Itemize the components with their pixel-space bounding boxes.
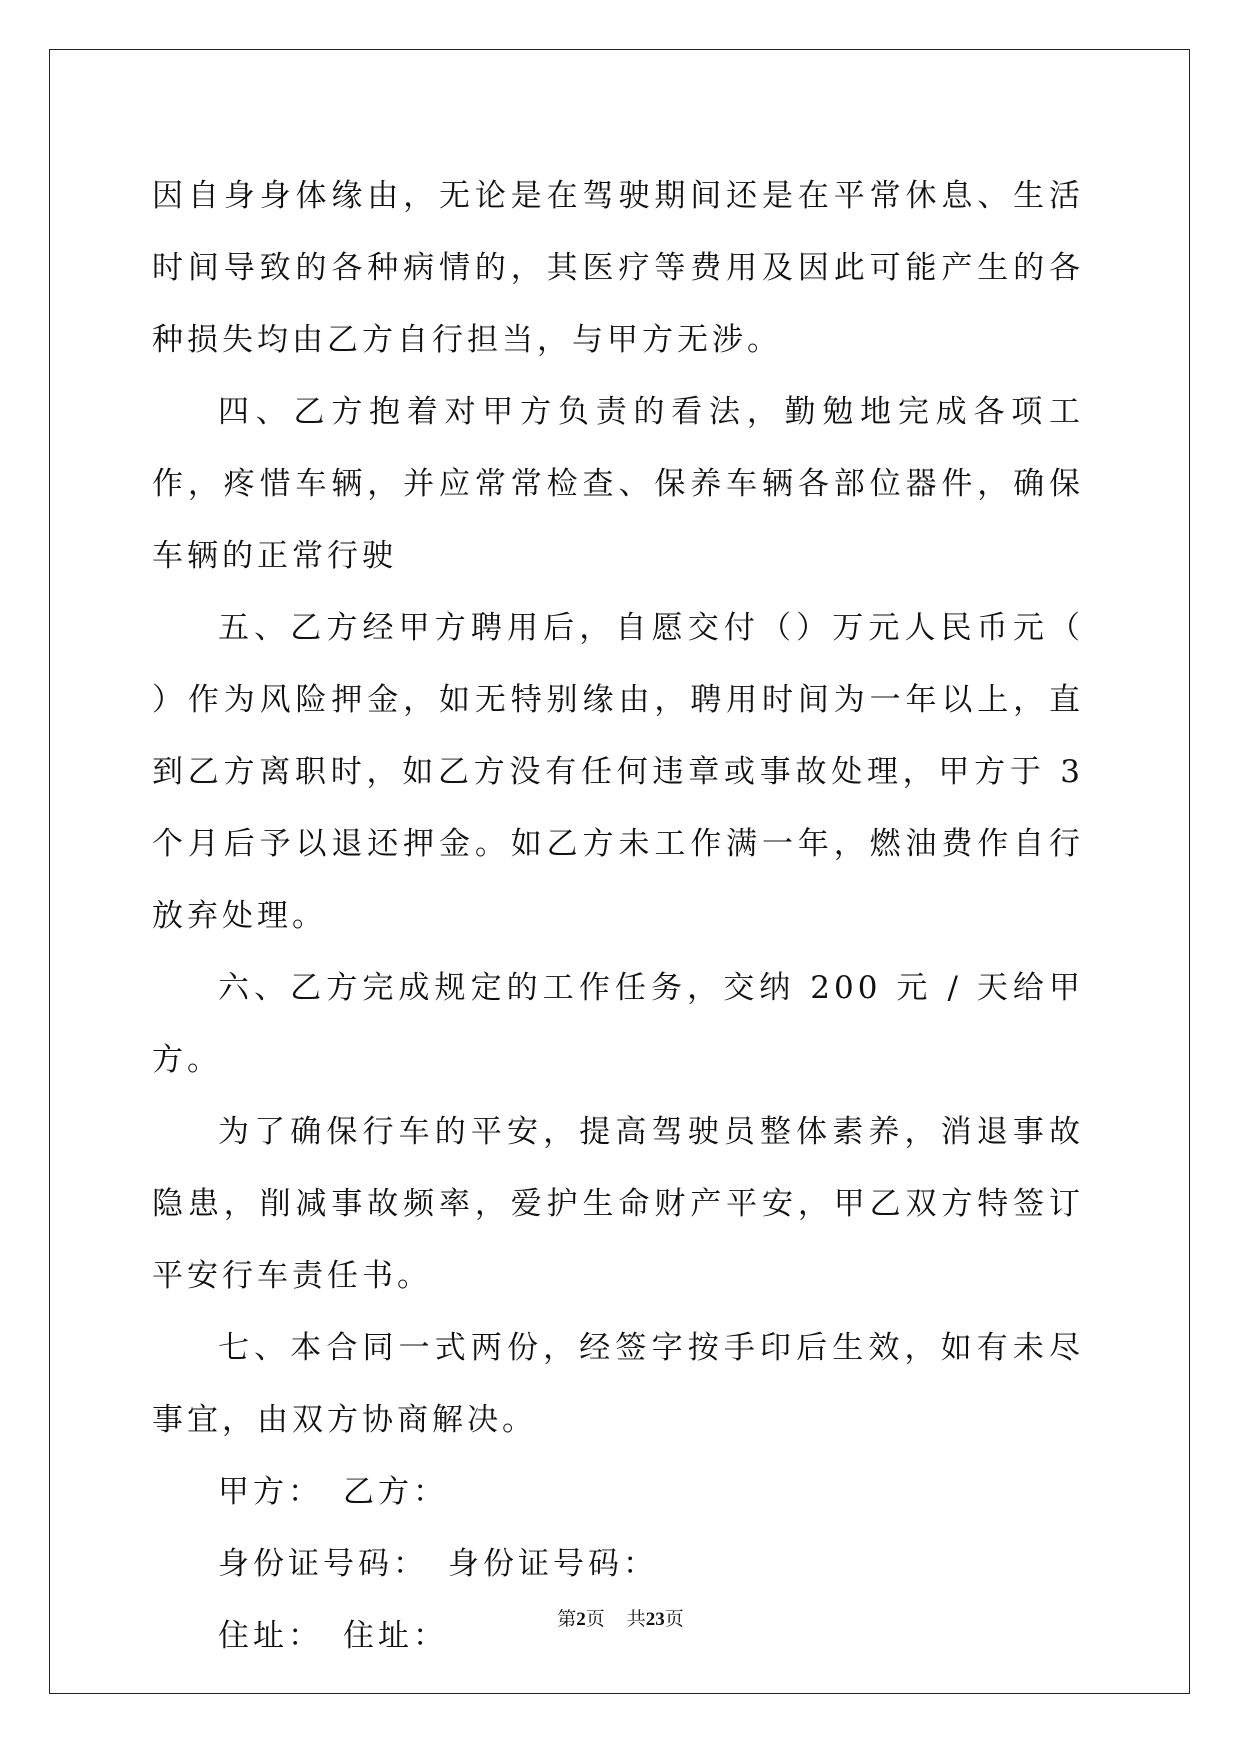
footer-total-suffix: 页 xyxy=(664,1609,684,1630)
party-a-address-label: 住址： xyxy=(218,1618,323,1654)
footer-total-prefix: 共 xyxy=(626,1609,646,1630)
paragraph-safety: 为了确保行车的平安，提高驾驶员整体素养，消退事故隐患，削减事故频率，爱护生命财产平安，甲乙双方特签订平安行车责任书。 xyxy=(152,1114,1084,1294)
party-b-id-label: 身份证号码： xyxy=(448,1546,658,1582)
footer-page-prefix: 第 xyxy=(557,1609,577,1630)
party-a-id-label: 身份证号码： xyxy=(218,1546,428,1582)
document-body xyxy=(152,160,1084,1672)
paragraph-clause-5: 五、乙方经甲方聘用后，自愿交付（）万元人民币元（ ）作为风险押金，如无特别缘由，聘用时间为一年以上，直到乙方离职时，如乙方没有任何违章或事故处理，甲方于 3 个月后予以退还押金。如乙方未工作满一年，燃油费作自行放弃处理。 xyxy=(152,610,1084,934)
signature-party-line xyxy=(152,1456,1084,1528)
party-a-label: 甲方： xyxy=(218,1474,323,1510)
footer-page-suffix: 页 xyxy=(585,1609,605,1630)
party-b-address-label: 住址： xyxy=(343,1618,448,1654)
paragraph-1: 因自身身体缘由，无论是在驾驶期间还是在平常休息、生活时间导致的各种病情的，其医疗等费用及因此可能产生的各种损失均由乙方自行担当，与甲方无涉。 xyxy=(152,178,1084,358)
paragraph-clause-6: 六、乙方完成规定的工作任务，交纳 200 元 / 天给甲方。 xyxy=(152,970,1084,1078)
footer-total-pages: 23 xyxy=(645,1609,665,1630)
signature-id-line xyxy=(152,1528,1084,1600)
footer-page-number: 2 xyxy=(576,1609,586,1630)
paragraph-clause-4: 四、乙方抱着对甲方负责的看法，勤勉地完成各项工作，疼惜车辆，并应常常检查、保养车辆各部位器件，确保车辆的正常行驶 xyxy=(152,394,1084,574)
page-footer xyxy=(0,1604,1241,1631)
paragraph-clause-7: 七、本合同一式两份，经签字按手印后生效，如有未尽事宜，由双方协商解决。 xyxy=(152,1330,1084,1438)
party-b-label: 乙方： xyxy=(343,1474,448,1510)
